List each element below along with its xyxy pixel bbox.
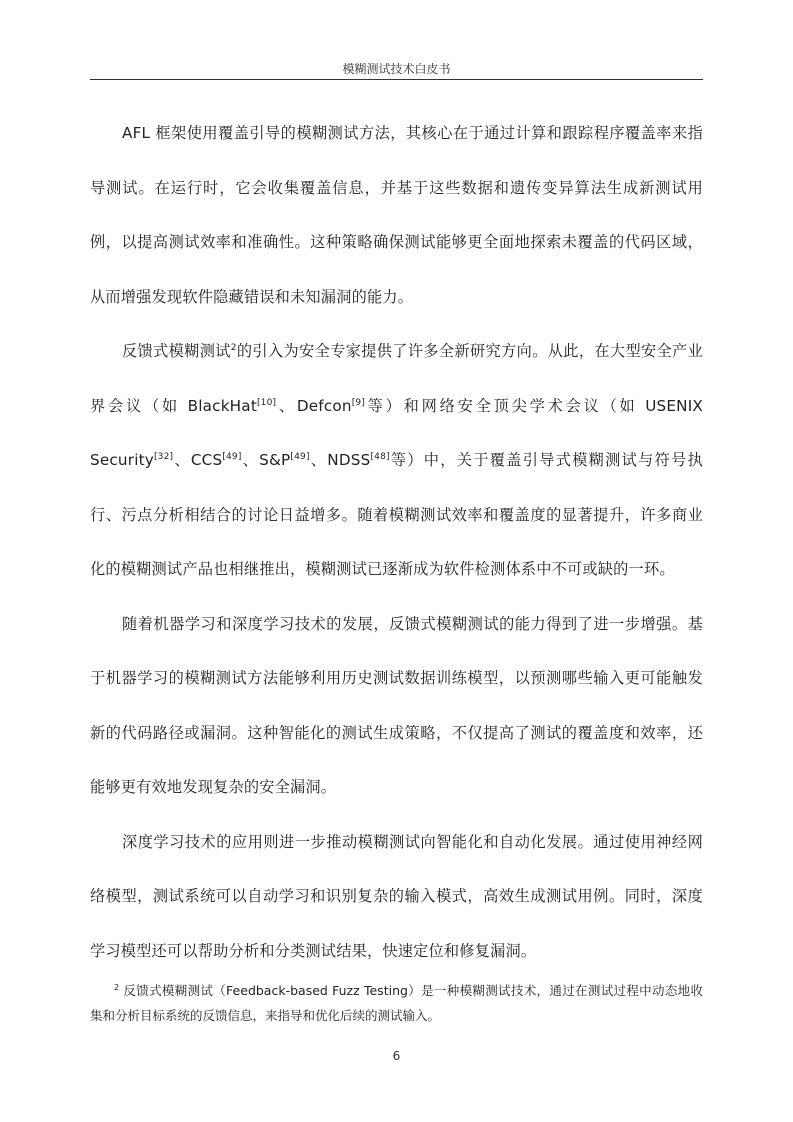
footnote-mark: 2	[114, 982, 120, 992]
citation-ref[interactable]: [48]	[370, 451, 390, 462]
citation-ref[interactable]: [9]	[351, 397, 366, 408]
paragraph-feedback-fuzzing	[90, 324, 703, 597]
para2-text-8: 等）中，关于覆盖引导式模糊测试与符号执行、污点分析相结合的讨论日益增多。随着模糊测试效率和覆盖度的显著提升，许多商业化的模糊测试产品也相继推出，模糊测试已逐渐成为软件检测体系中不可或缺的一环。	[90, 451, 703, 578]
paragraph-afl: AFL 框架使用覆盖引导的模糊测试方法，其核心在于通过计算和跟踪程序覆盖率来指导测试。在运行时，它会收集覆盖信息，并基于这些数据和遗传变异算法生成新测试用例，以提高测试效率和准确性。这种策略确保测试能够更全面地探索未覆盖的代码区域，从而增强发现软件隐藏错误和未知漏洞的能力。	[90, 124, 703, 306]
footnote-text: 反馈式模糊测试（Feedback-based Fuzz Testing）是一种模糊测试技术，通过在测试过程中动态地收集和分析目标系统的反馈信息，来指导和优化后续的测试输入。	[90, 983, 703, 1023]
para2-text-3: 、Defcon	[276, 396, 352, 415]
para2-text-7: 、NDSS	[309, 451, 371, 469]
footnote	[90, 978, 703, 1028]
para2-text-4: 等）和网络安全顶尖学术会议（如 USENIX Security	[90, 396, 703, 469]
body-text	[90, 106, 703, 978]
citation-ref[interactable]: [49]	[222, 451, 242, 462]
page-number: 6	[392, 1049, 401, 1063]
citation-ref[interactable]: [49]	[290, 451, 310, 462]
paragraph-machine-learning: 随着机器学习和深度学习技术的发展，反馈式模糊测试的能力得到了进一步增强。基于机器学习的模糊测试方法能够利用历史测试数据训练模型，以预测哪些输入更可能触发新的代码路径或漏洞。这种智能化的测试生成策略，不仅提高了测试的覆盖度和效率，还能够更有效地发现复杂的安全漏洞。	[90, 614, 703, 796]
citation-ref[interactable]: [32]	[153, 451, 174, 462]
para2-text-6: 、S&P	[241, 451, 291, 469]
running-header: 模糊测试技术白皮书	[342, 62, 451, 76]
citation-ref[interactable]: [10]	[256, 397, 277, 408]
para2-text-5: 、CCS	[173, 451, 223, 469]
header-rule	[90, 79, 703, 80]
para2-text-1: 反馈式模糊测试	[122, 342, 231, 360]
paragraph-deep-learning: 深度学习技术的应用则进一步推动模糊测试向智能化和自动化发展。通过使用神经网络模型，测试系统可以自动学习和识别复杂的输入模式，高效生成测试用例。同时，深度学习模型还可以帮助分析和分类测试结果，快速定位和修复漏洞。	[90, 832, 703, 960]
footnote-ref[interactable]: 2	[230, 342, 237, 353]
para2-text-2: 的引入为安全专家提供了许多全新研究方向。从此，在大型安全产业界会议（如 BlackHat	[90, 342, 703, 415]
